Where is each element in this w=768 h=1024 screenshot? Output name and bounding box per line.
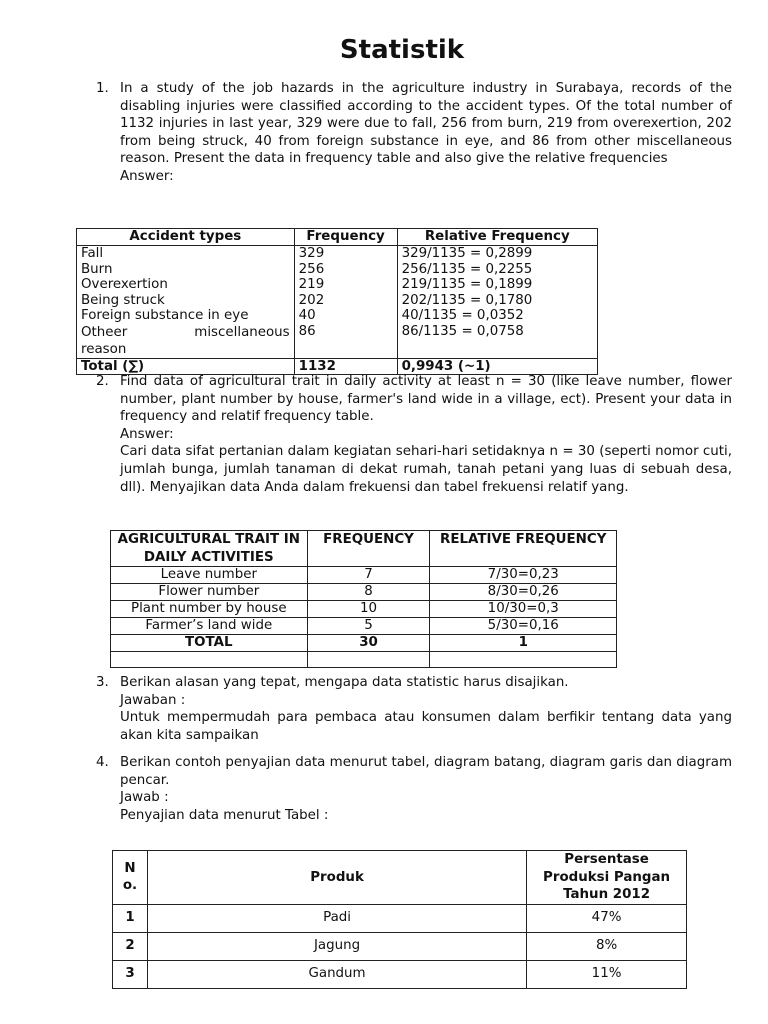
cell: 40/1135 = 0,0352 bbox=[397, 308, 597, 324]
cell: 7/30=0,23 bbox=[430, 567, 617, 584]
table-row bbox=[111, 584, 617, 601]
empty-row bbox=[111, 652, 617, 668]
table-row bbox=[77, 308, 598, 324]
cell bbox=[307, 652, 430, 668]
cell: 8 bbox=[307, 584, 430, 601]
cell: TOTAL bbox=[111, 635, 308, 652]
cell: 2 bbox=[113, 932, 148, 960]
cell: Being struck bbox=[77, 293, 295, 309]
answer-label: Answer: bbox=[120, 426, 174, 442]
column-header: N o. bbox=[113, 851, 148, 905]
answer-text: Penyajian data menurut Tabel : bbox=[120, 807, 329, 823]
table-row bbox=[77, 246, 598, 262]
cell-word: miscellaneous bbox=[194, 324, 290, 340]
question-4 bbox=[96, 754, 732, 824]
answer-text: Untuk mempermudah para pembaca atau konsumen dalam berfikir tentang data yang akan kita sampaikan bbox=[120, 710, 732, 743]
table-row bbox=[111, 618, 617, 635]
cell: 86/1135 = 0,0758 bbox=[397, 324, 597, 359]
table-row bbox=[77, 293, 598, 309]
column-header: RELATIVE FREQUENCY bbox=[430, 531, 617, 567]
question-2 bbox=[96, 373, 732, 496]
question-number: 1. bbox=[96, 81, 109, 96]
cell: 256 bbox=[294, 262, 397, 278]
column-header: FREQUENCY bbox=[307, 531, 430, 567]
table-row bbox=[111, 567, 617, 584]
cell: 8/30=0,26 bbox=[430, 584, 617, 601]
cell: 329/1135 = 0,2899 bbox=[397, 246, 597, 262]
cell: 219 bbox=[294, 277, 397, 293]
cell-word: Otheer bbox=[81, 324, 128, 340]
cell: 219/1135 = 0,1899 bbox=[397, 277, 597, 293]
food-production-table bbox=[112, 850, 687, 989]
table-row bbox=[111, 601, 617, 618]
cell: Burn bbox=[77, 262, 295, 278]
answer-label: Jawaban : bbox=[120, 692, 186, 708]
table-row bbox=[77, 277, 598, 293]
answer-text: Cari data sifat pertanian dalam kegiatan sehari-hari setidaknya n = 30 (seperti nomor cuti, jumlah bunga, jumlah tanaman di dekat rumah, tanah petani yang luas di sebuah desa, dll). Menyajikan data Anda dalam frekuensi dan tabel frekuensi relatif yang. bbox=[120, 444, 732, 495]
cell: Total (∑) bbox=[77, 358, 295, 374]
accident-frequency-table bbox=[76, 228, 598, 375]
column-header: AGRICULTURAL TRAIT IN DAILY ACTIVITIES bbox=[111, 531, 308, 567]
cell: 40 bbox=[294, 308, 397, 324]
column-header: Relative Frequency bbox=[397, 229, 597, 246]
cell bbox=[111, 652, 308, 668]
cell: Flower number bbox=[111, 584, 308, 601]
question-text: Berikan contoh penyajian data menurut tabel, diagram batang, diagram garis dan diagram pencar. bbox=[120, 755, 732, 788]
cell: Leave number bbox=[111, 567, 308, 584]
answer-label: Answer: bbox=[120, 168, 174, 184]
cell: Overexertion bbox=[77, 277, 295, 293]
cell: 202 bbox=[294, 293, 397, 309]
question-text: Berikan alasan yang tepat, mengapa data statistic harus disajikan. bbox=[120, 675, 569, 690]
cell: Farmer’s land wide bbox=[111, 618, 308, 635]
cell: 1 bbox=[430, 635, 617, 652]
table-row bbox=[113, 932, 687, 960]
cell: 10/30=0,3 bbox=[430, 601, 617, 618]
question-3 bbox=[96, 674, 732, 744]
question-number: 3. bbox=[96, 675, 109, 690]
cell: 329 bbox=[294, 246, 397, 262]
cell: 5 bbox=[307, 618, 430, 635]
cell: 1 bbox=[113, 904, 148, 932]
column-header: Accident types bbox=[77, 229, 295, 246]
column-header: Persentase Produksi Pangan Tahun 2012 bbox=[527, 851, 687, 905]
question-number: 4. bbox=[96, 755, 109, 770]
cell: Gandum bbox=[147, 960, 526, 988]
cell: 10 bbox=[307, 601, 430, 618]
cell bbox=[430, 652, 617, 668]
cell: 3 bbox=[113, 960, 148, 988]
question-text: Find data of agricultural trait in daily activity at least n = 30 (like leave number, flower number, plant number by house, farmer's land wide in a village, ect). Present your data in frequency and relatif frequency table. bbox=[120, 374, 732, 425]
cell: Plant number by house bbox=[111, 601, 308, 618]
cell: 202/1135 = 0,1780 bbox=[397, 293, 597, 309]
question-1 bbox=[96, 80, 732, 186]
table-row bbox=[77, 324, 598, 359]
cell: Jagung bbox=[147, 932, 526, 960]
cell: 30 bbox=[307, 635, 430, 652]
cell: 11% bbox=[527, 960, 687, 988]
table-row bbox=[77, 262, 598, 278]
question-text: In a study of the job hazards in the agriculture industry in Surabaya, records of the disabling injuries were classified according to the accident types. Of the total number of 1132 injuries in last year, 329 were due to fall, 256 from burn, 219 from overexertion, 202 from being struck, 40 from foreign substance in eye, and 86 from other miscellaneous reason. Present the data in frequency table and also give the relative frequencies bbox=[120, 81, 732, 167]
question-number: 2. bbox=[96, 374, 109, 389]
document-title: Statistik bbox=[339, 35, 465, 65]
cell: Fall bbox=[77, 246, 295, 262]
total-row bbox=[111, 635, 617, 652]
cell: 1132 bbox=[294, 358, 397, 374]
cell-word: reason bbox=[81, 341, 127, 357]
cell: 47% bbox=[527, 904, 687, 932]
answer-label: Jawab : bbox=[120, 790, 169, 806]
table-row bbox=[113, 904, 687, 932]
cell: Padi bbox=[147, 904, 526, 932]
cell: 0,9943 (~1) bbox=[397, 358, 597, 374]
table-row bbox=[113, 960, 687, 988]
cell: 5/30=0,16 bbox=[430, 618, 617, 635]
cell: 8% bbox=[527, 932, 687, 960]
cell: Foreign substance in eye bbox=[77, 308, 295, 324]
cell: 86 bbox=[294, 324, 397, 359]
cell: 7 bbox=[307, 567, 430, 584]
cell bbox=[77, 324, 295, 359]
cell: 256/1135 = 0,2255 bbox=[397, 262, 597, 278]
column-header: Produk bbox=[147, 851, 526, 905]
agricultural-trait-table bbox=[110, 530, 617, 668]
column-header: Frequency bbox=[294, 229, 397, 246]
